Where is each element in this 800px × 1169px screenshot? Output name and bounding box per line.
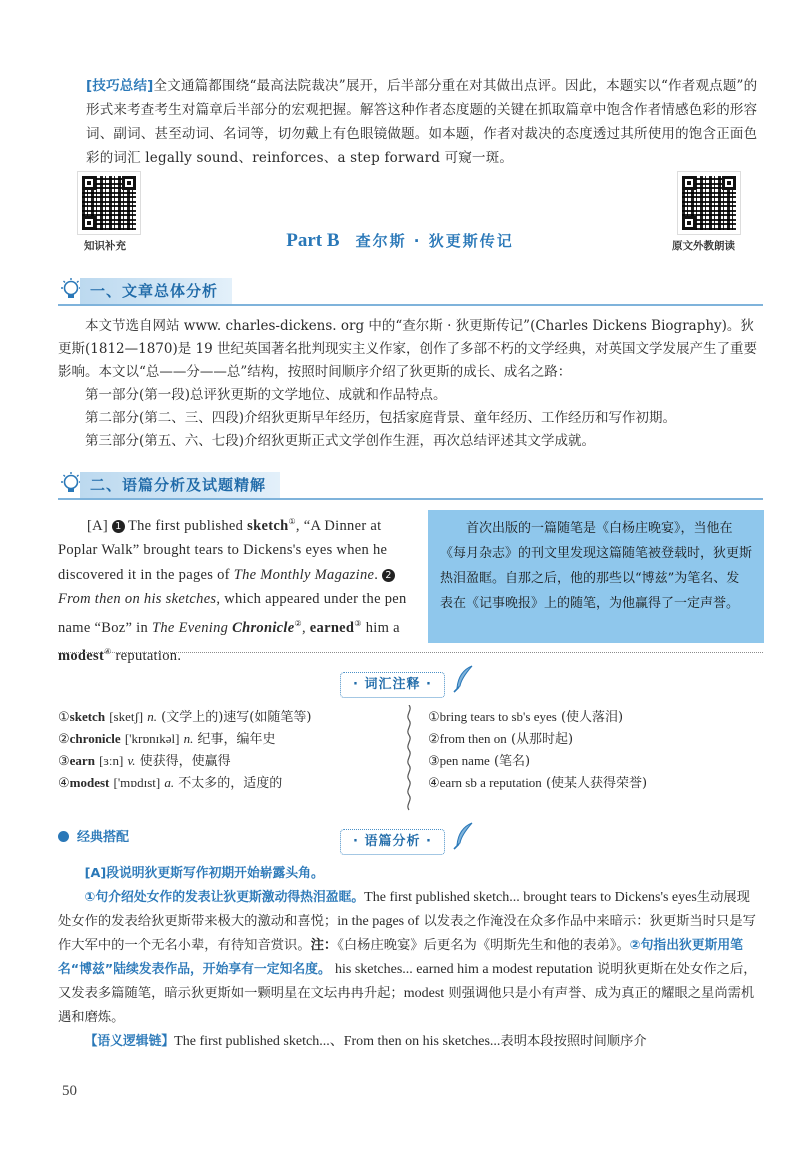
analysis-label-text: 语篇分析: [364, 834, 421, 849]
tips-paragraph: [86, 74, 766, 170]
analysis-label: · 语篇分析 ·: [340, 829, 445, 855]
quote-en: in the pages of: [337, 914, 420, 929]
phrase-item: ③pen name (笔名): [428, 753, 531, 769]
section-heading-analysis: [58, 470, 763, 500]
vocab-item: ④modest ['mɒdɪst] a. 不太多的，适度的: [58, 775, 283, 791]
sentence-text: .: [374, 566, 379, 583]
sentence-text: From then on his sketches: [58, 591, 217, 608]
sentence-number: 2: [382, 569, 395, 582]
passage-paragraph-a: [A] 1 The first published sketch①, “A Dinner at Poplar Walk” brought tears to Dickens's eyes when he discovered it in the pages of The Monthly Magazine. 2From then on his sketches, which appeared under the pen name “Boz” in The Evening Chronicle②, earned③ him a modest④ reputation.: [58, 517, 407, 664]
page-number: 50: [62, 1083, 77, 1099]
vocab-label-text: 词汇注释: [364, 677, 421, 692]
quote-en: The first published sketch...、From then on his sketches...: [174, 1034, 501, 1049]
vocab-item: ②chronicle ['krɒnɪkəl] n. 纪事，编年史: [58, 731, 276, 747]
overview-p4: 第三部分(第五、六、七段)介绍狄更斯正式文学创作生涯，再次总结评述其文学成就。: [85, 433, 596, 449]
vocab-list-words: [58, 706, 311, 794]
newspaper-title: The Evening: [152, 619, 229, 636]
overview-p2: 第一部分(第一段)总评狄更斯的文学地位、成就和作品特点。: [85, 387, 447, 403]
section-heading-text: 二、语篇分析及试题精解: [80, 472, 280, 498]
phrase-item: ④earn sb a reputation (使某人获得荣誉): [428, 775, 648, 791]
magazine-title: The Monthly Magazine: [233, 566, 375, 583]
phrase-item: ①bring tears to sb's eyes (使人落泪): [428, 709, 624, 725]
analysis-para-title: [A]段说明狄更斯写作初期开始崭露头角。: [84, 866, 324, 881]
qr-caption-right: 原文外教朗读: [672, 240, 735, 252]
note-label: 注：: [310, 938, 338, 953]
overview-p1: 本文节选自网站 www. charles-dickens. org 中的“查尔斯 · 狄更斯传记”(Charles Dickens Biography)。狄更斯(1812—1870)是 19 世纪英国著名批判现实主义作家，创作了多部不朽的文学经典，对英国文学发展产生了重要影响。本文以“总——分——总”结构，按照时间顺序介绍了狄更斯的成长、成名之路：: [58, 318, 758, 380]
sentence-text: , which appeared under the pen name “Boz” in: [58, 591, 407, 636]
vocab-item: ①sketch [sketʃ] n. (文学上的)速写(如随笔等): [58, 709, 312, 725]
qr-code-knowledge[interactable]: [78, 172, 140, 234]
keyword-earned: earned: [309, 619, 355, 636]
note-text: 《白杨庄晚宴》后更名为《明斯先生和他的表弟》。: [337, 938, 630, 953]
classic-collocations-label: [58, 826, 129, 845]
feather-pen-icon: [452, 821, 476, 851]
qr-caption-left: 知识补充: [84, 240, 126, 252]
analysis-sentence2-title: ②句指出狄更斯用笔名“博兹”陆续发表作品，开始享有一定知名度。: [58, 938, 743, 977]
part-label: Part B: [286, 230, 340, 251]
feather-pen-icon: [452, 664, 476, 694]
overview-body: [58, 315, 763, 453]
paragraph-label: [A]: [87, 517, 109, 534]
analysis-body: [58, 862, 763, 1054]
vocab-list-phrases: [428, 706, 647, 794]
vocab-label: · 词汇注释 ·: [340, 672, 445, 698]
bullet-dot-icon: [58, 831, 69, 842]
quote-en: modest: [403, 986, 445, 1001]
keyword-sketch: sketch: [247, 517, 289, 534]
analysis-text: 表明本段按照时间顺序介: [500, 1034, 647, 1049]
analysis-text: 以发表之作淹没在众多作品中来暗示：狄更斯当时只是写作大军中的一个无名小辈，有待知音赏识。: [58, 914, 756, 953]
translation-box: 首次出版的一篇随笔是《白杨庄晚宴》，当他在《每月杂志》的刊文里发现这篇随笔被登载时，狄更斯热泪盈眶。自那之后，他的那些以“博兹”为笔名、发表在《记事晚报》上的随笔，为他赢得了一定声誉。: [428, 510, 764, 643]
analysis-text: 说明狄更斯在处女作之后，又发表多篇随笔，暗示狄更斯如一颗明星在文坛冉冉升起；: [58, 962, 757, 1001]
sentence-text: him a: [365, 619, 400, 636]
section-heading-text: 一、文章总体分析: [80, 278, 232, 304]
divider: [58, 652, 763, 653]
analysis-text: 生动展现处女作的发表给狄更斯带来极大的激动和喜悦；: [58, 890, 750, 929]
sentence-number: 1: [112, 520, 125, 533]
overview-p3: 第二部分(第二、三、四段)介绍狄更斯早年经历，包括家庭背景、童年经历、工作经历和写作初期。: [85, 410, 677, 426]
logic-chain-tag: 【语义逻辑链】: [84, 1034, 175, 1049]
section-heading-overview: [58, 276, 763, 306]
keyword-modest: modest: [58, 647, 105, 664]
classic-label-text: 经典搭配: [77, 830, 130, 845]
sentence-text: reputation.: [115, 647, 182, 664]
tips-text: 全文通篇都围绕“最高法院裁决”展开，后半部分重在对其做出点评。因此，本题实以“作者观点题”的形式来考查考生对篇章后半部分的宏观把握。解答这种作者态度题的关键在抓取篇章中饱含作者情感色彩的形容词、副词、甚至动词、名词等，切勿戴上有色眼镜做题。如本题，作者对裁决的态度透过其所使用的饱含正面色彩的词汇 legally sound、reinforces、a step forward 可窥一斑。: [86, 78, 758, 166]
vocab-item: ③earn [ɜːn] v. 使获得，使赢得: [58, 753, 231, 769]
sentence-text: , “A Dinner at Poplar Walk” brought tears to Dickens's eyes when he discovered it in the pages of: [58, 517, 388, 583]
quote-en: The first published sketch... brought tears to Dickens's eyes: [364, 890, 697, 905]
keyword-chronicle: Chronicle: [232, 619, 295, 636]
tips-tag: [技巧总结]: [86, 78, 154, 94]
analysis-text: 则强调他只是小有声誉、成为真正的耀眼之星尚需机遇和磨炼。: [58, 986, 755, 1025]
sentence-text: The first published: [127, 517, 244, 534]
part-heading: 查尔斯 · 狄更斯传记: [355, 232, 514, 250]
phrase-item: ②from then on (从那时起): [428, 731, 574, 747]
quote-en: his sketches... earned him a modest reputation: [335, 962, 593, 977]
part-title: [0, 230, 800, 252]
analysis-sentence1-title: ①句介绍处女作的发表让狄更斯激动得热泪盈眶。: [84, 890, 365, 905]
qr-code-reading[interactable]: [678, 172, 740, 234]
spiral-divider: [405, 705, 413, 815]
